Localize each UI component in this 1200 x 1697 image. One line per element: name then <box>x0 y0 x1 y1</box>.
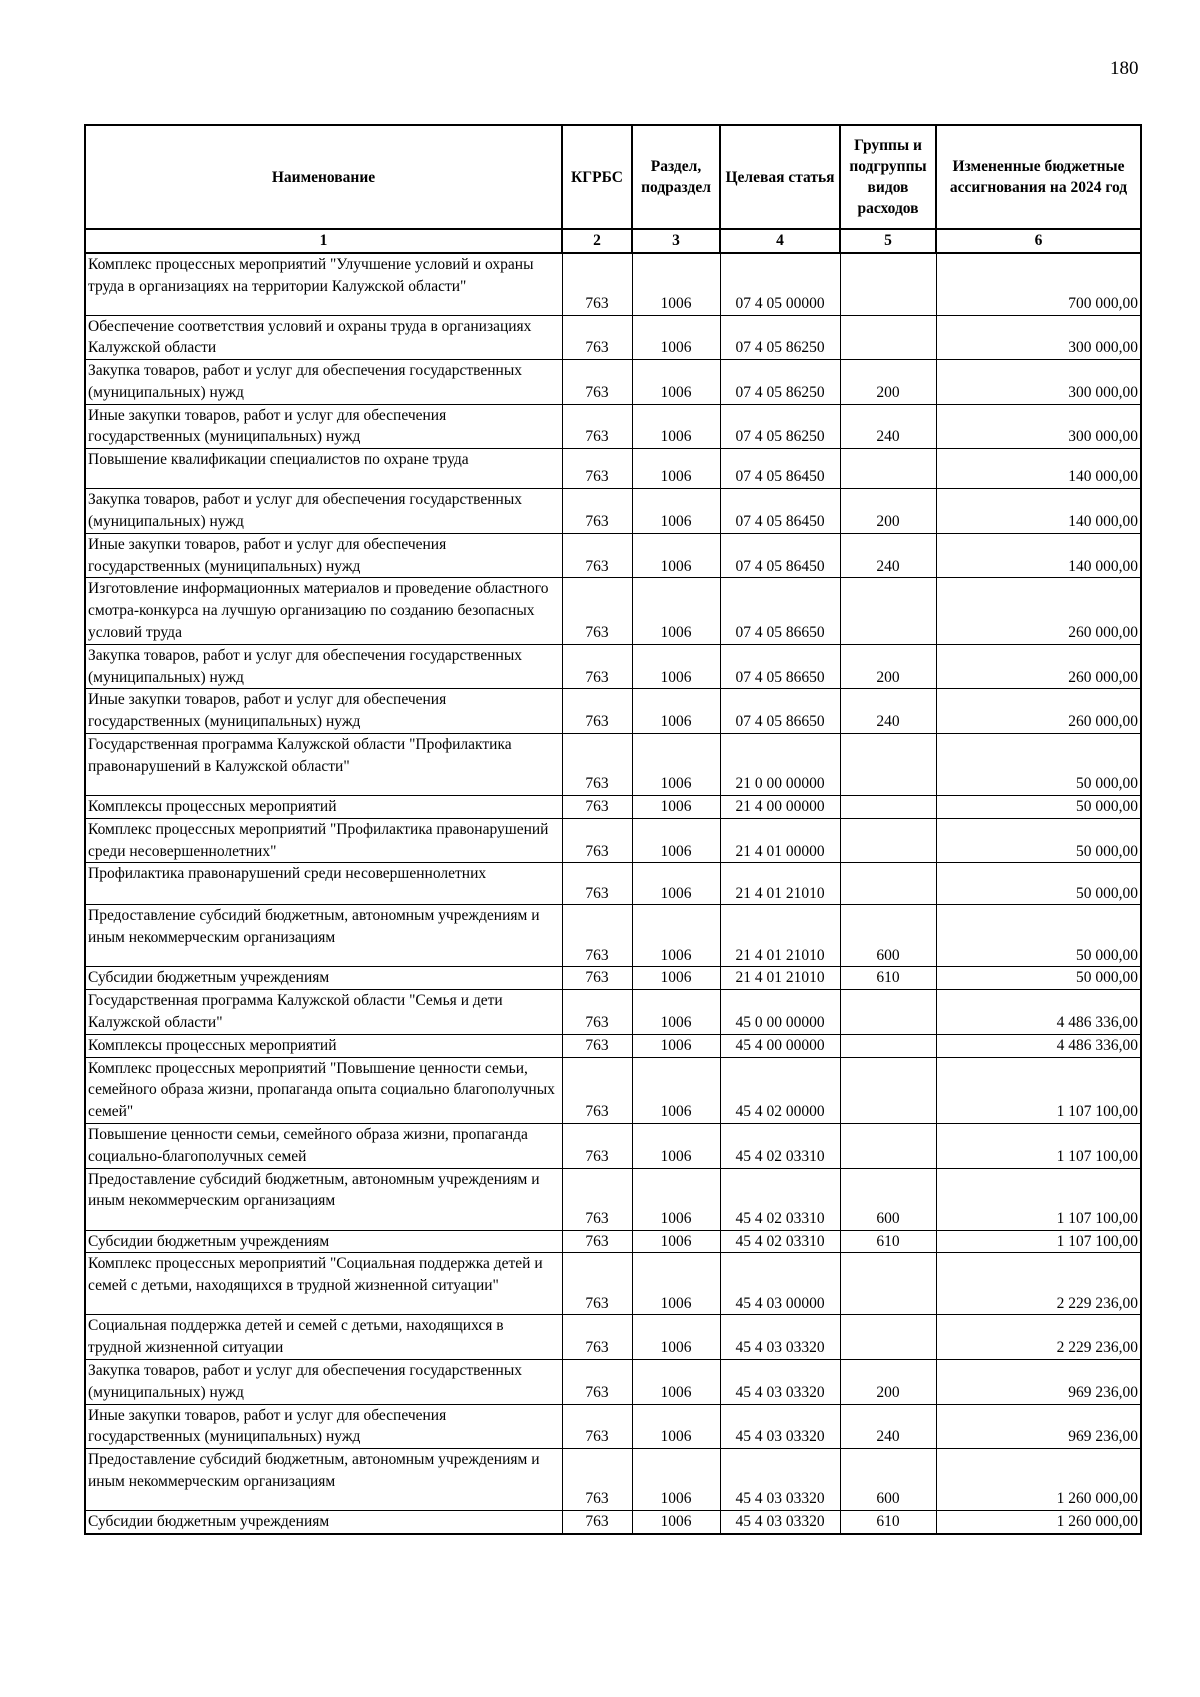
cell-section: 1006 <box>632 818 720 863</box>
cell-name: Иные закупки товаров, работ и услуг для обеспечения государственных (муниципальных) нужд <box>85 404 562 449</box>
cell-target: 45 0 00 00000 <box>720 990 840 1035</box>
cell-name: Социальная поддержка детей и семей с детьми, находящихся в трудной жизненной ситуации <box>85 1315 562 1360</box>
cell-amount: 1 107 100,00 <box>936 1168 1141 1230</box>
table-row <box>85 253 1141 315</box>
cell-kgrbs: 763 <box>562 1034 632 1057</box>
cell-name: Государственная программа Калужской области "Профилактика правонарушений в Калужской области" <box>85 734 562 796</box>
cell-name: Обеспечение соответствия условий и охраны труда в организациях Калужской области <box>85 315 562 360</box>
header-number: 6 <box>936 229 1141 253</box>
cell-section: 1006 <box>632 489 720 534</box>
header-number: 4 <box>720 229 840 253</box>
cell-kgrbs: 763 <box>562 689 632 734</box>
cell-target: 07 4 05 86250 <box>720 315 840 360</box>
cell-amount: 1 260 000,00 <box>936 1449 1141 1511</box>
table-row <box>85 1057 1141 1123</box>
cell-name: Закупка товаров, работ и услуг для обеспечения государственных (муниципальных) нужд <box>85 489 562 534</box>
cell-target: 45 4 02 03310 <box>720 1124 840 1169</box>
cell-section: 1006 <box>632 1360 720 1405</box>
cell-amount: 50 000,00 <box>936 796 1141 819</box>
cell-name: Закупка товаров, работ и услуг для обеспечения государственных (муниципальных) нужд <box>85 360 562 405</box>
cell-kgrbs: 763 <box>562 1404 632 1449</box>
table-row <box>85 689 1141 734</box>
cell-name: Повышение ценности семьи, семейного образа жизни, пропаганда социально-благополучных семей <box>85 1124 562 1169</box>
table-body <box>85 253 1141 1534</box>
cell-kgrbs: 763 <box>562 1124 632 1169</box>
cell-kgrbs: 763 <box>562 818 632 863</box>
cell-target: 45 4 03 03320 <box>720 1315 840 1360</box>
cell-group: 600 <box>840 905 936 967</box>
table-row <box>85 315 1141 360</box>
table-row <box>85 818 1141 863</box>
table-row <box>85 449 1141 489</box>
page-number: 180 <box>1110 58 1139 79</box>
cell-group: 200 <box>840 360 936 405</box>
cell-section: 1006 <box>632 905 720 967</box>
cell-amount: 4 486 336,00 <box>936 1034 1141 1057</box>
table-row <box>85 1360 1141 1405</box>
cell-target: 07 4 05 86250 <box>720 360 840 405</box>
cell-name: Субсидии бюджетным учреждениям <box>85 1511 562 1534</box>
cell-kgrbs: 763 <box>562 1449 632 1511</box>
cell-section: 1006 <box>632 533 720 578</box>
cell-name: Субсидии бюджетным учреждениям <box>85 1230 562 1253</box>
cell-amount: 140 000,00 <box>936 449 1141 489</box>
cell-kgrbs: 763 <box>562 404 632 449</box>
cell-name: Повышение квалификации специалистов по охране труда <box>85 449 562 489</box>
cell-name: Иные закупки товаров, работ и услуг для обеспечения государственных (муниципальных) нужд <box>85 689 562 734</box>
cell-kgrbs: 763 <box>562 533 632 578</box>
cell-section: 1006 <box>632 315 720 360</box>
cell-group: 240 <box>840 404 936 449</box>
cell-amount: 260 000,00 <box>936 644 1141 689</box>
cell-section: 1006 <box>632 1449 720 1511</box>
cell-target: 21 0 00 00000 <box>720 734 840 796</box>
cell-kgrbs: 763 <box>562 644 632 689</box>
budget-table <box>84 124 1142 1535</box>
cell-kgrbs: 763 <box>562 1360 632 1405</box>
table-row <box>85 578 1141 644</box>
header-number: 3 <box>632 229 720 253</box>
table-row <box>85 1230 1141 1253</box>
table-row <box>85 1168 1141 1230</box>
cell-kgrbs: 763 <box>562 990 632 1035</box>
cell-kgrbs: 763 <box>562 1057 632 1123</box>
cell-group <box>840 818 936 863</box>
cell-group: 240 <box>840 533 936 578</box>
cell-group: 600 <box>840 1449 936 1511</box>
cell-name: Профилактика правонарушений среди несовершеннолетних <box>85 863 562 905</box>
cell-section: 1006 <box>632 578 720 644</box>
cell-kgrbs: 763 <box>562 315 632 360</box>
cell-section: 1006 <box>632 1253 720 1315</box>
table-row <box>85 1253 1141 1315</box>
cell-kgrbs: 763 <box>562 253 632 315</box>
cell-section: 1006 <box>632 1230 720 1253</box>
cell-group: 200 <box>840 644 936 689</box>
cell-group <box>840 315 936 360</box>
cell-target: 07 4 05 86250 <box>720 404 840 449</box>
cell-group: 610 <box>840 1230 936 1253</box>
cell-kgrbs: 763 <box>562 1168 632 1230</box>
cell-name: Иные закупки товаров, работ и услуг для обеспечения государственных (муниципальных) нужд <box>85 1404 562 1449</box>
header-amount: Измененные бюджетные ассигнования на 2024 год <box>936 125 1141 229</box>
table-row <box>85 1404 1141 1449</box>
cell-amount: 969 236,00 <box>936 1404 1141 1449</box>
cell-name: Иные закупки товаров, работ и услуг для обеспечения государственных (муниципальных) нужд <box>85 533 562 578</box>
cell-target: 45 4 03 03320 <box>720 1360 840 1405</box>
cell-target: 07 4 05 86650 <box>720 689 840 734</box>
cell-name: Изготовление информационных материалов и проведение областного смотра-конкурса на лучшую организацию по созданию безопасных условий труда <box>85 578 562 644</box>
cell-section: 1006 <box>632 644 720 689</box>
header-section: Раздел, подраздел <box>632 125 720 229</box>
cell-section: 1006 <box>632 967 720 990</box>
table-row <box>85 1449 1141 1511</box>
cell-name: Комплекс процессных мероприятий "Повышение ценности семьи, семейного образа жизни, пропаганда опыта социально благополучных семей" <box>85 1057 562 1123</box>
cell-group <box>840 990 936 1035</box>
cell-target: 45 4 02 00000 <box>720 1057 840 1123</box>
cell-target: 45 4 03 03320 <box>720 1404 840 1449</box>
table-row <box>85 905 1141 967</box>
table-row <box>85 489 1141 534</box>
cell-amount: 50 000,00 <box>936 967 1141 990</box>
cell-target: 45 4 02 03310 <box>720 1168 840 1230</box>
cell-section: 1006 <box>632 990 720 1035</box>
cell-section: 1006 <box>632 1034 720 1057</box>
header-number: 1 <box>85 229 562 253</box>
cell-group <box>840 1034 936 1057</box>
cell-amount: 260 000,00 <box>936 578 1141 644</box>
cell-group: 610 <box>840 1511 936 1534</box>
cell-target: 07 4 05 86650 <box>720 644 840 689</box>
cell-target: 21 4 00 00000 <box>720 796 840 819</box>
cell-target: 21 4 01 21010 <box>720 863 840 905</box>
cell-amount: 50 000,00 <box>936 905 1141 967</box>
cell-group <box>840 1124 936 1169</box>
cell-section: 1006 <box>632 1168 720 1230</box>
cell-section: 1006 <box>632 796 720 819</box>
cell-amount: 50 000,00 <box>936 734 1141 796</box>
cell-amount: 260 000,00 <box>936 689 1141 734</box>
cell-amount: 969 236,00 <box>936 1360 1141 1405</box>
cell-target: 07 4 05 00000 <box>720 253 840 315</box>
header-name: Наименование <box>85 125 562 229</box>
cell-kgrbs: 763 <box>562 734 632 796</box>
cell-target: 45 4 03 00000 <box>720 1253 840 1315</box>
cell-amount: 2 229 236,00 <box>936 1253 1141 1315</box>
cell-name: Государственная программа Калужской области "Семья и дети Калужской области" <box>85 990 562 1035</box>
cell-name: Предоставление субсидий бюджетным, автономным учреждениям и иным некоммерческим организациям <box>85 905 562 967</box>
cell-name: Предоставление субсидий бюджетным, автономным учреждениям и иным некоммерческим организациям <box>85 1449 562 1511</box>
cell-section: 1006 <box>632 689 720 734</box>
cell-group: 240 <box>840 689 936 734</box>
header-target: Целевая статья <box>720 125 840 229</box>
cell-group: 200 <box>840 489 936 534</box>
cell-amount: 700 000,00 <box>936 253 1141 315</box>
cell-name: Комплекс процессных мероприятий "Социальная поддержка детей и семей с детьми, находящихся в трудной жизненной ситуации" <box>85 1253 562 1315</box>
cell-section: 1006 <box>632 1057 720 1123</box>
cell-section: 1006 <box>632 449 720 489</box>
cell-target: 21 4 01 00000 <box>720 818 840 863</box>
header-kgrbs: КГРБС <box>562 125 632 229</box>
table-row <box>85 644 1141 689</box>
cell-group: 240 <box>840 1404 936 1449</box>
cell-target: 07 4 05 86450 <box>720 489 840 534</box>
cell-section: 1006 <box>632 360 720 405</box>
cell-section: 1006 <box>632 863 720 905</box>
cell-kgrbs: 763 <box>562 863 632 905</box>
cell-section: 1006 <box>632 1511 720 1534</box>
table-row <box>85 1124 1141 1169</box>
cell-kgrbs: 763 <box>562 489 632 534</box>
cell-target: 07 4 05 86650 <box>720 578 840 644</box>
cell-group: 200 <box>840 1360 936 1405</box>
cell-target: 21 4 01 21010 <box>720 905 840 967</box>
cell-name: Комплекс процессных мероприятий "Улучшение условий и охраны труда в организациях на территории Калужской области" <box>85 253 562 315</box>
table-row <box>85 734 1141 796</box>
table-row <box>85 990 1141 1035</box>
cell-amount: 1 260 000,00 <box>936 1511 1141 1534</box>
cell-group <box>840 1253 936 1315</box>
cell-group <box>840 796 936 819</box>
cell-amount: 300 000,00 <box>936 360 1141 405</box>
cell-amount: 140 000,00 <box>936 489 1141 534</box>
cell-group <box>840 449 936 489</box>
table-row <box>85 404 1141 449</box>
cell-group <box>840 1057 936 1123</box>
cell-target: 07 4 05 86450 <box>720 533 840 578</box>
cell-kgrbs: 763 <box>562 1230 632 1253</box>
cell-name: Закупка товаров, работ и услуг для обеспечения государственных (муниципальных) нужд <box>85 644 562 689</box>
cell-target: 45 4 02 03310 <box>720 1230 840 1253</box>
cell-target: 45 4 00 00000 <box>720 1034 840 1057</box>
cell-target: 45 4 03 03320 <box>720 1511 840 1534</box>
cell-kgrbs: 763 <box>562 796 632 819</box>
cell-amount: 300 000,00 <box>936 315 1141 360</box>
cell-kgrbs: 763 <box>562 449 632 489</box>
table-row <box>85 1034 1141 1057</box>
cell-name: Комплексы процессных мероприятий <box>85 1034 562 1057</box>
cell-kgrbs: 763 <box>562 578 632 644</box>
cell-name: Субсидии бюджетным учреждениям <box>85 967 562 990</box>
cell-group <box>840 734 936 796</box>
cell-name: Комплексы процессных мероприятий <box>85 796 562 819</box>
cell-amount: 140 000,00 <box>936 533 1141 578</box>
table-row <box>85 1511 1141 1534</box>
header-number: 5 <box>840 229 936 253</box>
cell-target: 45 4 03 03320 <box>720 1449 840 1511</box>
cell-group: 610 <box>840 967 936 990</box>
cell-section: 1006 <box>632 1124 720 1169</box>
cell-group <box>840 863 936 905</box>
cell-target: 07 4 05 86450 <box>720 449 840 489</box>
cell-kgrbs: 763 <box>562 1315 632 1360</box>
cell-name: Комплекс процессных мероприятий "Профилактика правонарушений среди несовершеннолетних" <box>85 818 562 863</box>
cell-kgrbs: 763 <box>562 967 632 990</box>
table-row <box>85 360 1141 405</box>
cell-kgrbs: 763 <box>562 1253 632 1315</box>
cell-name: Закупка товаров, работ и услуг для обеспечения государственных (муниципальных) нужд <box>85 1360 562 1405</box>
cell-group <box>840 253 936 315</box>
cell-target: 21 4 01 21010 <box>720 967 840 990</box>
cell-group <box>840 578 936 644</box>
header-number: 2 <box>562 229 632 253</box>
table-row <box>85 796 1141 819</box>
cell-section: 1006 <box>632 253 720 315</box>
table-row <box>85 967 1141 990</box>
cell-amount: 4 486 336,00 <box>936 990 1141 1035</box>
cell-amount: 1 107 100,00 <box>936 1230 1141 1253</box>
cell-amount: 50 000,00 <box>936 818 1141 863</box>
cell-kgrbs: 763 <box>562 1511 632 1534</box>
cell-kgrbs: 763 <box>562 360 632 405</box>
cell-amount: 1 107 100,00 <box>936 1124 1141 1169</box>
cell-kgrbs: 763 <box>562 905 632 967</box>
cell-group: 600 <box>840 1168 936 1230</box>
cell-amount: 300 000,00 <box>936 404 1141 449</box>
cell-section: 1006 <box>632 734 720 796</box>
cell-amount: 1 107 100,00 <box>936 1057 1141 1123</box>
cell-name: Предоставление субсидий бюджетным, автономным учреждениям и иным некоммерческим организациям <box>85 1168 562 1230</box>
cell-section: 1006 <box>632 1404 720 1449</box>
cell-amount: 2 229 236,00 <box>936 1315 1141 1360</box>
table-row <box>85 1315 1141 1360</box>
cell-section: 1006 <box>632 1315 720 1360</box>
cell-amount: 50 000,00 <box>936 863 1141 905</box>
cell-section: 1006 <box>632 404 720 449</box>
table-row <box>85 533 1141 578</box>
cell-group <box>840 1315 936 1360</box>
header-groups: Группы и подгруппы видов расходов <box>840 125 936 229</box>
table-row <box>85 863 1141 905</box>
